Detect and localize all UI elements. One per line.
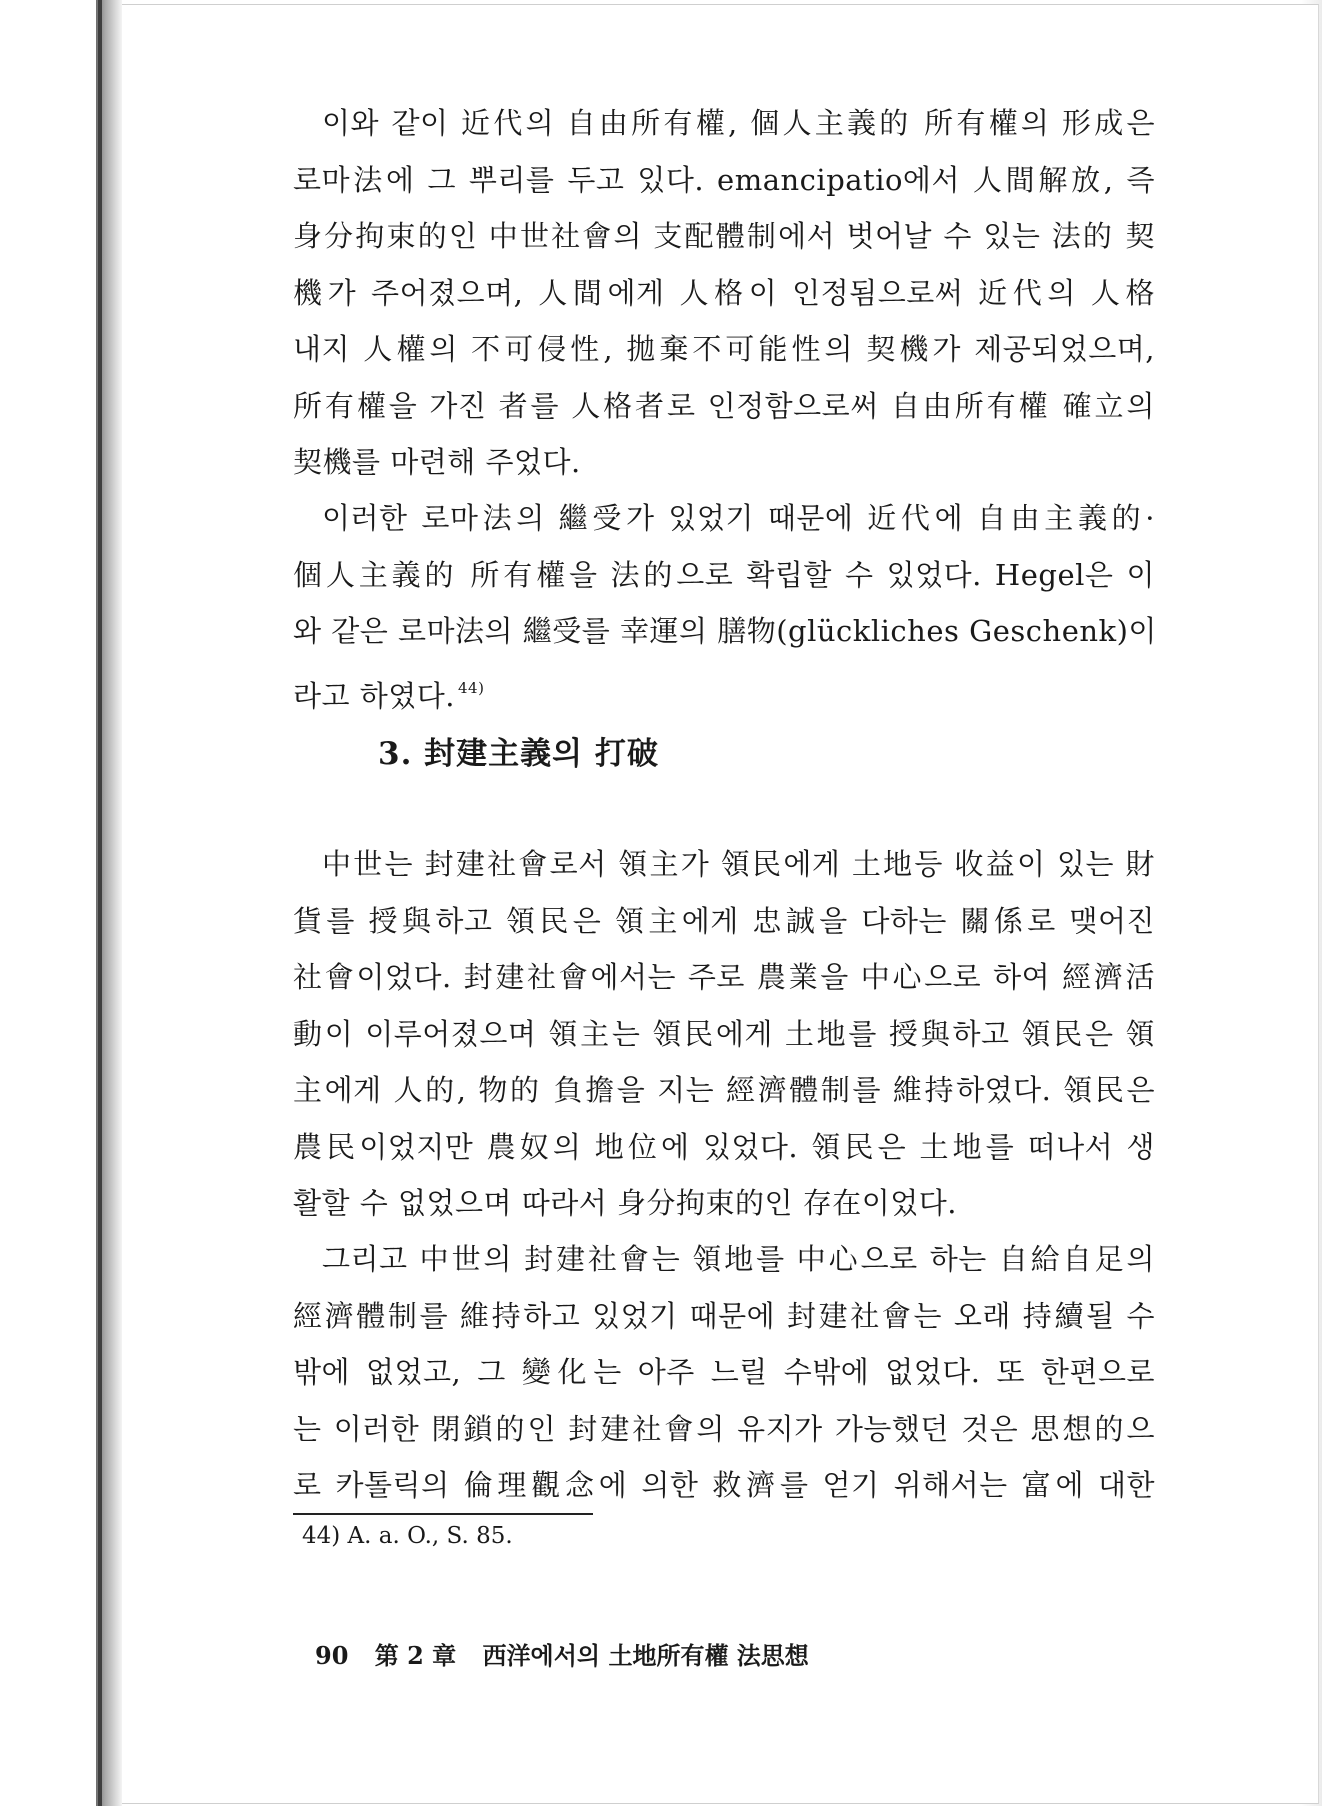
text-line: 身分拘束的인 中世社會의 支配體制에서 벗어날 수 있는 法的 契	[293, 219, 1155, 253]
text-line: 機가 주어졌으며, 人間에게 人格이 인정됨으로써 近代의 人格	[293, 275, 1155, 310]
text-line: 經濟體制를 維持하고 있었기 때문에 封建社會는 오래 持續될 수	[293, 1298, 1155, 1333]
text-line-with-footnote	[293, 660, 1155, 717]
text-line: 와 같은 로마法의 繼受를 幸運의 膳物(glückliches Geschenk)이	[293, 614, 1157, 648]
paragraph-1	[293, 95, 1155, 491]
footnote-reference: 44)	[458, 678, 485, 697]
book-spine-edge	[98, 0, 102, 1806]
text-line: 이러한 로마法의 繼受가 있었기 때문에 近代에 自由主義的·	[322, 501, 1155, 535]
text-line: 로마法에 그 뿌리를 두고 있다. emancipatio에서 人間解放, 즉	[293, 162, 1155, 197]
section-paragraph-2	[293, 1231, 1155, 1514]
text-line: 所有權을 가진 者를 人格者로 인정함으로써 自由所有權 確立의	[293, 388, 1155, 423]
page-number: 90	[315, 1641, 349, 1670]
text-line: 로 카톨릭의 倫理觀念에 의한 救濟를 얻기 위해서는 富에 대한	[293, 1468, 1155, 1502]
footnote-text: 44) A. a. O., S. 85.	[302, 1523, 513, 1549]
text-line: 밖에 없었고, 그 變化는 아주 느릴 수밖에 없었다. 또 한편으로	[293, 1355, 1155, 1389]
text-line: 主에게 人的, 物的 負擔을 지는 經濟體制를 維持하였다. 領民은	[293, 1073, 1155, 1107]
section-heading: 3. 封建主義의 打破	[378, 736, 659, 772]
chapter-number: 第 2 章	[374, 1641, 457, 1670]
text-line: 그리고 中世의 封建社會는 領地를 中心으로 하는 自給自足의	[322, 1242, 1155, 1276]
text-line: 契機를 마련해 주었다.	[293, 445, 581, 479]
text-line: 이와 같이 近代의 自由所有權, 個人主義的 所有權의 形成은	[322, 106, 1155, 140]
text-line: 農民이었지만 農奴의 地位에 있었다. 領民은 土地를 떠나서 생	[293, 1129, 1155, 1164]
text-line: 中世는 封建社會로서 領主가 領民에게 土地등 收益이 있는 財	[322, 847, 1155, 881]
text-line: 動이 이루어졌으며 領主는 領民에게 土地를 授與하고 領民은 領	[293, 1016, 1155, 1051]
paragraph-2	[293, 490, 1155, 716]
page-footer	[315, 1636, 827, 1671]
text-line: 라고 하였다.	[293, 678, 456, 713]
chapter-title: 西洋에서의 土地所有權 法思想	[482, 1641, 809, 1670]
text-line: 활할 수 없었으며 따라서 身分拘束的인 存在이었다.	[293, 1186, 958, 1220]
text-line: 社會이었다. 封建社會에서는 주로 農業을 中心으로 하여 經濟活	[293, 960, 1155, 994]
text-line: 個人主義的 所有權을 法的으로 확립할 수 있었다. Hegel은 이	[293, 557, 1155, 592]
section-paragraph-1	[293, 836, 1155, 1232]
text-line: 는 이러한 閉鎖的인 封建社會의 유지가 가능했던 것은 思想的으	[293, 1411, 1155, 1446]
footnote-divider	[293, 1513, 593, 1515]
text-line: 내지 人權의 不可侵性, 拋棄不可能性의 契機가 제공되었으며,	[293, 332, 1155, 366]
text-line: 貨를 授與하고 領民은 領主에게 忠誠을 다하는 關係로 맺어진	[293, 903, 1155, 938]
